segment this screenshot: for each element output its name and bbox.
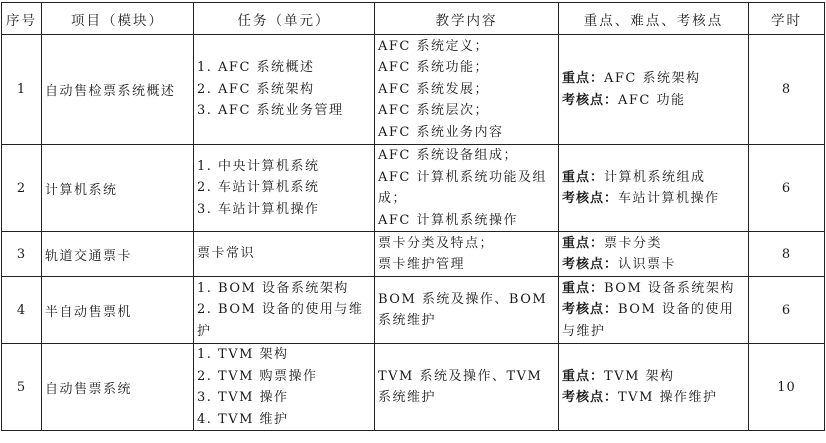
content-list [375, 35, 559, 145]
task-item: 1. TVM 架构 [197, 347, 289, 362]
table-row [2, 232, 825, 277]
key-point-line [562, 68, 745, 90]
assessment-line [562, 254, 745, 276]
module-name: 轨道交通票卡 [42, 232, 194, 277]
content-item: AFC 系统层次； [378, 103, 489, 119]
task-item: 3. 车站计算机操作 [197, 201, 320, 217]
content-item: BOM 系统及操作、BOM 系统维护 [378, 291, 548, 328]
content-item: AFC 系统设备组成； [378, 148, 518, 163]
assessment-text: AFC 功能 [618, 92, 686, 108]
assessment-line [562, 299, 745, 342]
key-point-label: 重点： [562, 368, 605, 384]
content-item: AFC 计算机系统操作 [378, 212, 518, 228]
content-item: AFC 系统发展； [378, 81, 489, 97]
assessment-line [562, 387, 745, 409]
assessment-label: 考核点： [562, 257, 619, 272]
header-key-points: 重点、难点、考核点 [559, 3, 749, 35]
module-name: 自动售票系统 [42, 344, 194, 431]
hours-value: 6 [749, 145, 825, 232]
key-point-text: 计算机系统组成 [604, 169, 706, 185]
module-name: 计算机系统 [42, 145, 194, 232]
assessment-label: 考核点： [562, 92, 619, 108]
header-no: 序号 [2, 3, 42, 35]
hours-value: 10 [749, 344, 825, 431]
task-item: 3. TVM 操作 [197, 390, 289, 405]
course-table [1, 2, 825, 431]
row-number: 4 [2, 277, 42, 344]
row-number: 2 [2, 145, 42, 232]
assessment-text: 车站计算机操作 [618, 191, 720, 206]
content-list [375, 344, 559, 431]
table-row [2, 344, 825, 431]
key-point-label: 重点： [562, 169, 605, 185]
table-row [2, 277, 825, 344]
task-item: 2. TVM 购票操作 [197, 368, 318, 384]
key-points-cell [559, 35, 749, 145]
row-number: 1 [2, 35, 42, 145]
table-row [2, 35, 825, 145]
table-header-row [2, 3, 825, 35]
task-item: 1. AFC 系统概述 [197, 60, 315, 76]
content-item: TVM 系统及操作、TVM 系统维护 [378, 368, 543, 405]
task-item: 4. TVM 维护 [197, 411, 289, 427]
key-point-label: 重点： [562, 280, 605, 296]
course-table-container [1, 2, 824, 431]
header-content: 教学内容 [375, 3, 559, 35]
key-point-text: BOM 设备系统架构 [604, 280, 735, 296]
assessment-text: 认识票卡 [618, 257, 677, 272]
key-point-text: TVM 架构 [604, 368, 675, 384]
assessment-label: 考核点： [562, 302, 619, 318]
task-item: 2. 车站计算机系统 [197, 180, 320, 196]
task-list [194, 145, 375, 232]
content-item: AFC 系统业务内容 [378, 124, 504, 140]
content-item: AFC 系统功能； [378, 60, 489, 76]
assessment-line [562, 90, 745, 112]
task-item: 3. AFC 系统业务管理 [197, 103, 344, 119]
key-points-cell [559, 344, 749, 431]
row-number: 5 [2, 344, 42, 431]
hours-value: 6 [749, 277, 825, 344]
assessment-text: TVM 操作维护 [618, 390, 718, 405]
module-name: 自动售检票系统概述 [42, 35, 194, 145]
content-list [375, 232, 559, 277]
key-point-label: 重点： [562, 235, 605, 251]
task-item: 2. AFC 系统架构 [197, 81, 315, 97]
key-point-text: 票卡分类 [604, 235, 663, 251]
content-item: 票卡分类及特点； [378, 235, 495, 251]
module-name: 半自动售票机 [42, 277, 194, 344]
hours-value: 8 [749, 232, 825, 277]
content-item: 票卡维护管理 [378, 257, 466, 272]
key-point-label: 重点： [562, 71, 605, 86]
assessment-line [562, 188, 745, 210]
assessment-label: 考核点： [562, 390, 619, 405]
content-item: AFC 计算机系统功能及组成； [378, 169, 547, 206]
task-item: 2. BOM 设备的使用与维护 [197, 302, 364, 339]
content-list [375, 145, 559, 232]
table-row [2, 145, 825, 232]
key-points-cell [559, 145, 749, 232]
task-list [194, 232, 375, 277]
key-point-line [562, 366, 745, 388]
header-hours: 学时 [749, 3, 825, 35]
task-list [194, 277, 375, 344]
task-item: 1. 中央计算机系统 [197, 158, 320, 174]
assessment-text: BOM 设备的使用与维护 [562, 302, 735, 339]
key-points-cell [559, 277, 749, 344]
header-module: 项目（模块） [42, 3, 194, 35]
task-list [194, 344, 375, 431]
task-item: 1. BOM 设备系统架构 [197, 280, 349, 296]
row-number: 3 [2, 232, 42, 277]
header-task: 任务（单元） [194, 3, 375, 35]
key-points-cell [559, 232, 749, 277]
assessment-label: 考核点： [562, 191, 619, 206]
task-item: 票卡常识 [197, 246, 256, 262]
key-point-line [562, 278, 745, 300]
content-item: AFC 系统定义； [378, 38, 489, 54]
key-point-line [562, 167, 745, 189]
hours-value: 8 [749, 35, 825, 145]
key-point-text: AFC 系统架构 [604, 71, 701, 86]
task-list [194, 35, 375, 145]
content-list [375, 277, 559, 344]
key-point-line [562, 233, 745, 255]
